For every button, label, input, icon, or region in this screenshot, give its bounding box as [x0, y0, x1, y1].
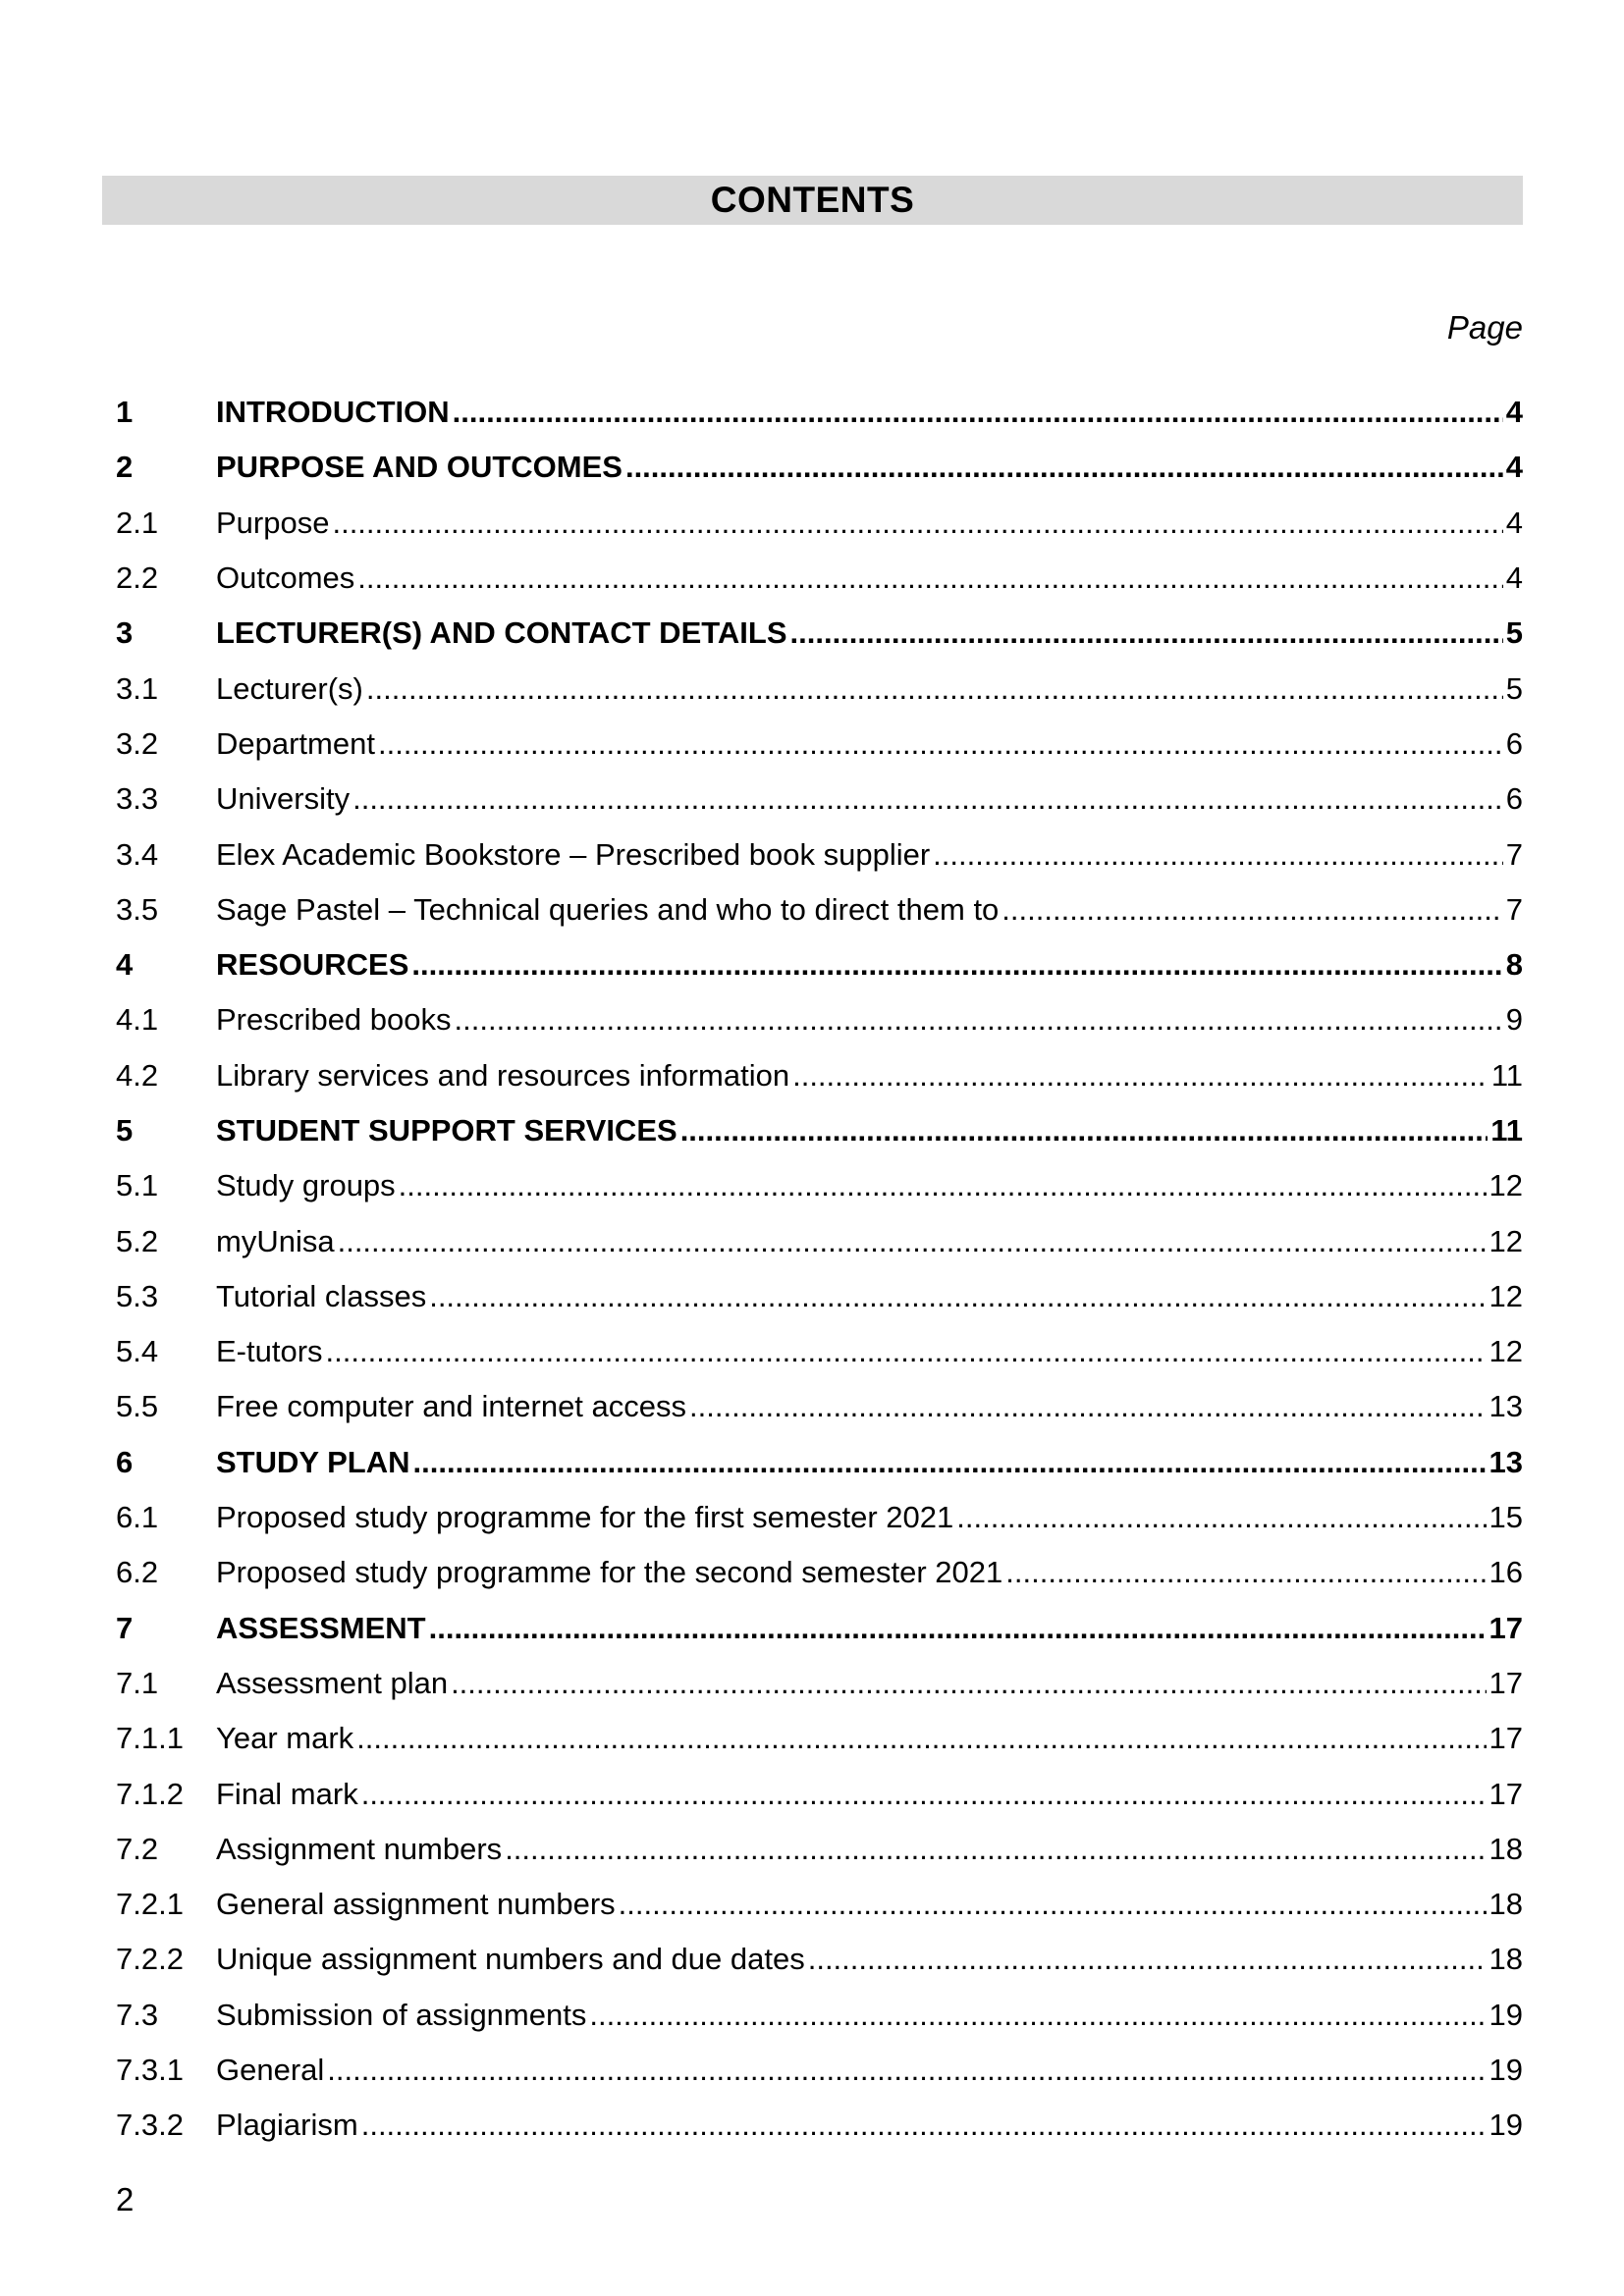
toc-entry-page: 4 — [1505, 450, 1523, 485]
toc-entry[interactable] — [116, 606, 1523, 661]
dot-leader — [357, 561, 1502, 596]
contents-title: CONTENTS — [710, 180, 915, 220]
toc-entry[interactable] — [116, 1766, 1523, 1821]
dot-leader — [689, 1389, 1486, 1424]
toc-entry-label: Prescribed books — [216, 1002, 452, 1038]
toc-entry-label: Submission of assignments — [216, 1997, 587, 2032]
page-column-label: Page — [1446, 309, 1523, 346]
toc-entry-page: 19 — [1489, 2053, 1523, 2088]
dot-leader — [352, 781, 1503, 817]
toc-entry[interactable] — [116, 661, 1523, 716]
toc-entry-number: 3.3 — [116, 781, 159, 817]
toc-entry-number: 6 — [116, 1444, 134, 1479]
toc-entry-number: 1 — [116, 395, 134, 430]
toc-entry-number: 2.2 — [116, 561, 159, 596]
toc-entry[interactable] — [116, 1601, 1523, 1656]
toc-entry[interactable] — [116, 1103, 1523, 1158]
toc-entry[interactable] — [116, 1822, 1523, 1877]
dot-leader — [332, 506, 1502, 541]
toc-entry[interactable] — [116, 1379, 1523, 1434]
toc-entry-number: 7 — [116, 1610, 134, 1645]
toc-entry-number: 3.4 — [116, 836, 159, 872]
toc-entry[interactable] — [116, 1932, 1523, 1987]
toc-entry[interactable] — [116, 937, 1523, 992]
dot-leader — [361, 2108, 1487, 2143]
dot-leader — [808, 1942, 1487, 1977]
footer-page-number: 2 — [116, 2181, 135, 2217]
toc-entry[interactable] — [116, 551, 1523, 606]
toc-entry-label: LECTURER(S) AND CONTACT DETAILS — [216, 615, 787, 651]
toc-entry-page: 18 — [1489, 1887, 1523, 1922]
dot-leader — [455, 1002, 1503, 1038]
dot-leader — [429, 1611, 1487, 1646]
dot-leader — [680, 1113, 1489, 1148]
toc-entry-number: 2.1 — [116, 505, 159, 540]
toc-entry-page: 18 — [1489, 1942, 1523, 1977]
toc-entry-page: 5 — [1505, 615, 1523, 651]
toc-entry-number: 7.2.1 — [116, 1887, 184, 1922]
toc-entry[interactable] — [116, 1545, 1523, 1600]
toc-entry-number: 2 — [116, 450, 134, 485]
toc-entry[interactable] — [116, 385, 1523, 440]
dot-leader — [413, 1445, 1487, 1480]
toc-entry-page: 5 — [1505, 670, 1523, 706]
toc-entry-number: 5.2 — [116, 1223, 159, 1258]
toc-entry[interactable] — [116, 992, 1523, 1047]
dot-leader — [378, 726, 1503, 762]
toc-entry-number: 7.3.2 — [116, 2108, 184, 2143]
toc-entry[interactable] — [116, 1490, 1523, 1545]
toc-entry-label: INTRODUCTION — [216, 395, 450, 430]
toc-entry-page: 15 — [1489, 1500, 1523, 1535]
toc-entry-number: 4.2 — [116, 1057, 159, 1093]
dot-leader — [327, 2053, 1486, 2088]
toc-entry[interactable] — [116, 2043, 1523, 2098]
toc-entry-page: 4 — [1505, 561, 1523, 596]
toc-entry-number: 7.2.2 — [116, 1942, 184, 1977]
toc-entry-page: 12 — [1489, 1168, 1523, 1203]
dot-leader — [429, 1279, 1486, 1314]
toc-entry[interactable] — [116, 1711, 1523, 1766]
dot-leader — [956, 1500, 1486, 1535]
toc-entry-number: 7.2 — [116, 1831, 159, 1866]
dot-leader — [453, 395, 1503, 430]
toc-entry-number: 3.2 — [116, 725, 159, 761]
dot-leader — [361, 1777, 1487, 1812]
toc-entry-number: 4.1 — [116, 1002, 159, 1038]
toc-entry-number: 3.5 — [116, 891, 159, 927]
toc-entry-label: Purpose — [216, 505, 330, 540]
dot-leader — [451, 1666, 1486, 1701]
toc-entry-page: 19 — [1489, 2108, 1523, 2143]
contents-title-bar — [102, 176, 1523, 225]
toc-entry-number: 7.1.2 — [116, 1776, 184, 1811]
toc-entry-number: 4 — [116, 947, 134, 983]
toc-entry-number: 7.1 — [116, 1665, 159, 1700]
toc-entry-label: Outcomes — [216, 561, 355, 596]
toc-entry[interactable] — [116, 496, 1523, 551]
toc-entry[interactable] — [116, 1158, 1523, 1213]
dot-leader — [366, 671, 1503, 707]
toc-entry-number: 3 — [116, 615, 134, 651]
toc-entry[interactable] — [116, 1269, 1523, 1324]
toc-entry-page: 7 — [1505, 836, 1523, 872]
toc-entry[interactable] — [116, 1877, 1523, 1932]
toc-entry-label: PURPOSE AND OUTCOMES — [216, 450, 623, 485]
toc-entry-label: STUDY PLAN — [216, 1444, 410, 1479]
toc-entry-number: 7.1.1 — [116, 1721, 184, 1756]
toc-entry-page: 12 — [1489, 1278, 1523, 1313]
toc-entry-label: Elex Academic Bookstore – Prescribed book supplier — [216, 836, 931, 872]
toc-entry[interactable] — [116, 2098, 1523, 2153]
toc-entry-label: Plagiarism — [216, 2108, 358, 2143]
toc-entry-label: Department — [216, 725, 375, 761]
toc-entry-page: 11 — [1490, 1057, 1523, 1093]
toc-entry-page: 17 — [1489, 1665, 1523, 1700]
toc-entry-page: 19 — [1489, 1997, 1523, 2032]
toc-entry-label: STUDENT SUPPORT SERVICES — [216, 1113, 677, 1148]
toc-entry-label: Unique assignment numbers and due dates — [216, 1942, 805, 1977]
dot-leader — [625, 450, 1503, 485]
toc-entry-label: ASSESSMENT — [216, 1610, 426, 1645]
toc-entry-number: 5.4 — [116, 1334, 159, 1369]
toc-entry[interactable] — [116, 1213, 1523, 1268]
toc-entry[interactable] — [116, 882, 1523, 937]
toc-entry-label: University — [216, 781, 351, 817]
toc-entry-page: 7 — [1505, 891, 1523, 927]
toc-entry-label: Library services and resources information — [216, 1057, 790, 1093]
dot-leader — [933, 837, 1503, 873]
toc-entry-label: Free computer and internet access — [216, 1389, 687, 1424]
dot-leader — [505, 1832, 1486, 1867]
toc-entry[interactable] — [116, 1324, 1523, 1379]
toc-entry-page: 4 — [1505, 505, 1523, 540]
toc-entry[interactable] — [116, 1656, 1523, 1711]
toc-entry[interactable] — [116, 1435, 1523, 1490]
toc-entry-number: 5.1 — [116, 1168, 159, 1203]
toc-entry-label: Year mark — [216, 1721, 354, 1756]
dot-leader — [1001, 892, 1502, 928]
toc-entry-page: 12 — [1489, 1223, 1523, 1258]
toc-entry-page: 9 — [1505, 1002, 1523, 1038]
dot-leader — [326, 1334, 1487, 1369]
toc-entry-page: 13 — [1489, 1444, 1523, 1479]
toc-entry-page: 6 — [1505, 725, 1523, 761]
toc-entry-label: Assignment numbers — [216, 1831, 503, 1866]
dot-leader — [338, 1224, 1487, 1259]
dot-leader — [411, 947, 1502, 983]
toc-entry-number: 3.1 — [116, 670, 159, 706]
toc-entry-page: 16 — [1489, 1555, 1523, 1590]
toc-entry-page: 8 — [1505, 947, 1523, 983]
toc-entry[interactable] — [116, 827, 1523, 881]
toc-entry-label: General — [216, 2053, 325, 2088]
toc-entry-number: 6.1 — [116, 1500, 159, 1535]
dot-leader — [792, 1058, 1489, 1094]
dot-leader — [619, 1887, 1487, 1922]
toc-entry-label: Tutorial classes — [216, 1278, 427, 1313]
toc-entry-page: 6 — [1505, 781, 1523, 817]
dot-leader — [1005, 1555, 1486, 1590]
toc-entry[interactable] — [116, 717, 1523, 772]
toc-entry-label: Proposed study programme for the first semester 2021 — [216, 1500, 954, 1535]
toc-entry-number: 6.2 — [116, 1555, 159, 1590]
toc-entry-label: myUnisa — [216, 1223, 335, 1258]
toc-entry-label: Proposed study programme for the second semester 2021 — [216, 1555, 1003, 1590]
toc-entry-label: Sage Pastel – Technical queries and who to direct them to — [216, 891, 1000, 927]
table-of-contents — [116, 385, 1523, 2154]
toc-entry-label: E-tutors — [216, 1334, 323, 1369]
toc-entry-label: Lecturer(s) — [216, 670, 363, 706]
toc-entry-label: Final mark — [216, 1776, 358, 1811]
toc-entry-page: 17 — [1489, 1610, 1523, 1645]
toc-entry[interactable] — [116, 1988, 1523, 2043]
toc-entry[interactable] — [116, 1048, 1523, 1103]
toc-entry-number: 5.3 — [116, 1278, 159, 1313]
toc-entry-page: 4 — [1505, 395, 1523, 430]
toc-entry-label: RESOURCES — [216, 947, 409, 983]
toc-entry-page: 17 — [1489, 1776, 1523, 1811]
dot-leader — [399, 1168, 1487, 1203]
dot-leader — [356, 1721, 1486, 1756]
toc-entry-label: Assessment plan — [216, 1665, 449, 1700]
toc-entry-page: 11 — [1490, 1113, 1523, 1148]
toc-entry[interactable] — [116, 772, 1523, 827]
toc-entry-page: 13 — [1489, 1389, 1523, 1424]
toc-entry-label: Study groups — [216, 1168, 396, 1203]
toc-entry-number: 5.5 — [116, 1389, 159, 1424]
toc-entry-page: 17 — [1489, 1721, 1523, 1756]
toc-entry-number: 7.3.1 — [116, 2053, 184, 2088]
toc-entry-page: 18 — [1489, 1831, 1523, 1866]
toc-entry-page: 12 — [1489, 1334, 1523, 1369]
dot-leader — [589, 1998, 1486, 2033]
dot-leader — [790, 615, 1503, 651]
toc-entry[interactable] — [116, 440, 1523, 495]
toc-entry-label: General assignment numbers — [216, 1887, 616, 1922]
toc-entry-number: 7.3 — [116, 1997, 159, 2032]
toc-entry-number: 5 — [116, 1113, 134, 1148]
